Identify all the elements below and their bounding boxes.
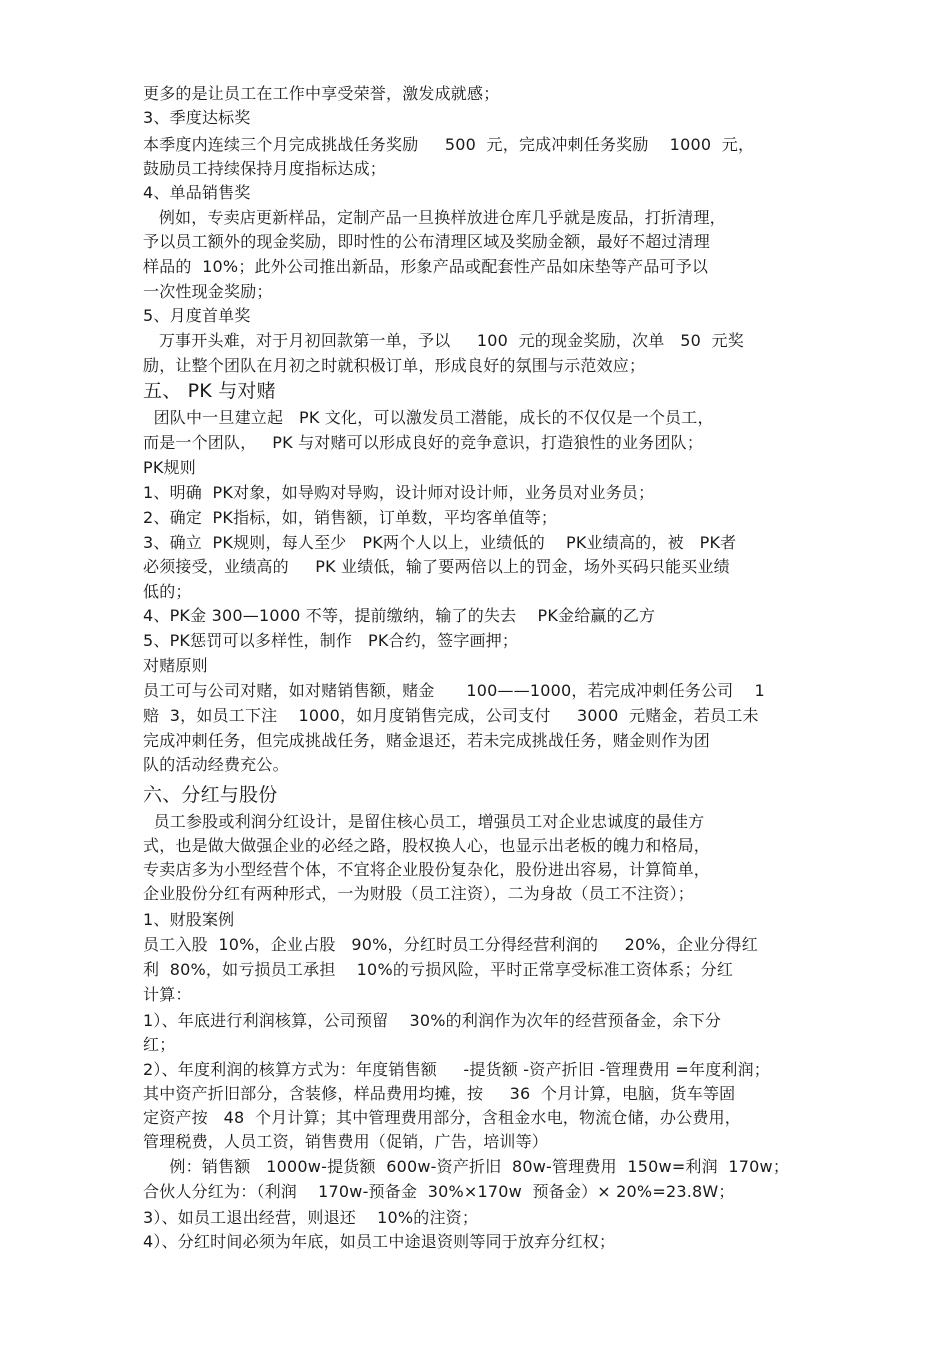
section-heading: 5、月度首单奖 — [143, 306, 251, 325]
text-line: 更多的是让员工在工作中享受荣誉，激发成就感； — [143, 84, 500, 103]
text-line: 员工入股 10%，企业占股 90%，分红时员工分得经营利润的 20%，企业分得红 — [143, 935, 758, 954]
text-line: 4、PK金 300—1000 不等，提前缴纳，输了的失去 PK金给赢的乙方 — [143, 606, 656, 625]
text-line: 3）、如员工退出经营，则退还 10%的注资； — [143, 1208, 479, 1227]
text-line: 团队中一旦建立起 PK 文化，可以激发员工潜能，成长的不仅仅是一个员工， — [143, 408, 714, 427]
section-heading: 1、财股案例 — [143, 910, 235, 929]
section-heading: 3、季度达标奖 — [143, 108, 251, 127]
section-heading: PK规则 — [143, 458, 196, 477]
text-line: 定资产按 48 个月计算；其中管理费用部分，含租金水电，物流仓储，办公费用， — [143, 1108, 741, 1127]
text-line: 5、PK惩罚可以多样性，制作 PK合约，签字画押； — [143, 631, 519, 650]
text-line: 式，也是做大做强企业的必经之路，股权换人心，也显示出老板的魄力和格局， — [143, 836, 711, 855]
text-line: 例如，专卖店更新样品，定制产品一旦换样放进仓库几乎就是废品，打折清理， — [143, 208, 726, 227]
text-line: 4）、分红时间必须为年底，如员工中途退资则等同于放弃分红权； — [143, 1232, 616, 1251]
text-line: 完成冲刺任务，但完成挑战任务，赌金退还，若未完成挑战任务，赌金则作为团 — [143, 731, 711, 750]
text-line: 红； — [143, 1035, 176, 1054]
text-line: 必须接受，业绩高的 PK 业绩低，输了要两倍以上的罚金，场外买码只能买业绩 — [143, 557, 730, 576]
text-line: 鼓励员工持续保持月度指标达成； — [143, 159, 387, 178]
text-line: 2）、年度利润的核算方式为：年度销售额 -提货额 -资产折旧 -管理费用 =年度利润； — [143, 1060, 770, 1079]
chapter-heading: 六、分红与股份 — [143, 784, 278, 806]
text-line: 员工参股或利润分红设计，是留住核心员工，增强员工对企业忠诚度的最佳方 — [143, 812, 705, 831]
section-heading: 4、单品销售奖 — [143, 183, 251, 202]
chapter-heading: 五、 PK 与对赌 — [143, 380, 276, 402]
text-line: 利 80%，如亏损员工承担 10%的亏损风险，平时正常享受标准工资体系；分红 — [143, 960, 734, 979]
text-line: 而是一个团队， PK 与对赌可以形成良好的竞争意识，打造狼性的业务团队； — [143, 433, 704, 452]
text-line: 计算： — [143, 985, 192, 1004]
text-line: 专卖店多为小型经营个体，不宜将企业股份复杂化，股份进出容易，计算简单， — [143, 860, 711, 879]
section-heading: 对赌原则 — [143, 656, 208, 675]
text-line: 励，让整个团队在月初之时就积极订单，形成良好的氛围与示范效应； — [143, 356, 646, 375]
text-line: 万事开头难，对于月初回款第一单，予以 100 元的现金奖励，次单 50 元奖 — [143, 331, 744, 350]
text-line: 本季度内连续三个月完成挑战任务奖励 500 元，完成冲刺任务奖励 1000 元， — [143, 135, 755, 154]
text-line: 1、明确 PK对象，如导购对导购，设计师对设计师，业务员对业务员； — [143, 483, 655, 502]
text-line: 予以员工额外的现金奖励，即时性的公布清理区域及奖励金额，最好不超过清理 — [143, 232, 711, 251]
text-line: 1）、年底进行利润核算，公司预留 30%的利润作为次年的经营预备金，余下分 — [143, 1011, 722, 1030]
text-line: 一次性现金奖励； — [143, 282, 273, 301]
text-line: 例：销售额 1000w-提货额 600w-资产折旧 80w-管理费用 150w=利润 170w； — [143, 1157, 790, 1176]
text-line: 样品的 10%；此外公司推出新品，形象产品或配套性产品如床垫等产品可予以 — [143, 257, 709, 276]
text-line: 企业股份分红有两种形式，一为财股（员工注资），二为身故（员工不注资）； — [143, 884, 695, 903]
text-line: 合伙人分红为：（利润 170w-预备金 30%×170w 预备金）× 20%=23.8W； — [143, 1182, 735, 1201]
text-line: 2、确定 PK指标，如，销售额，订单数，平均客单值等； — [143, 508, 558, 527]
text-line: 管理税费，人员工资，销售费用（促销，广告，培训等） — [143, 1132, 549, 1151]
text-line: 队的活动经费充公。 — [143, 755, 289, 774]
text-line: 其中资产折旧部分，含装修，样品费用均摊，按 36 个月计算，电脑，货车等固 — [143, 1084, 736, 1103]
text-line: 赔 3，如员工下注 1000，如月度销售完成，公司支付 3000 元赌金，若员工未 — [143, 706, 759, 725]
text-line: 3、确立 PK规则，每人至少 PK两个人以上，业绩低的 PK业绩高的，被 PK者 — [143, 533, 737, 552]
text-line: 员工可与公司对赌，如对赌销售额，赌金 100——1000，若完成冲刺任务公司 1 — [143, 681, 765, 700]
text-line: 低的； — [143, 582, 192, 601]
